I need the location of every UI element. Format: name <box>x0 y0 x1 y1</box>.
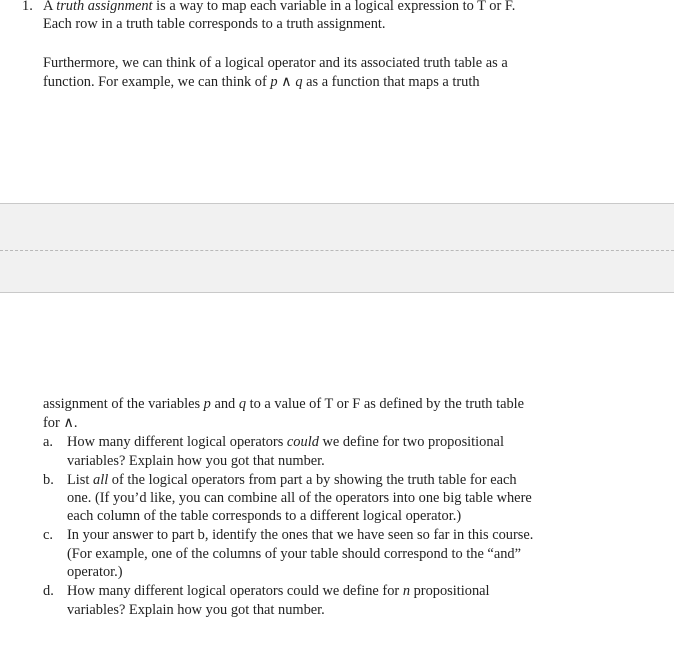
part-c-line-1: In your answer to part b, identify the ones that we have seen so far in this course. <box>67 527 534 543</box>
part-b-marker: b. <box>43 472 54 488</box>
part-d-line-1-post: propositional <box>410 583 490 599</box>
var-p: p <box>203 396 211 412</box>
part-a-line-1 <box>67 433 504 451</box>
part-b-line-1-post: of the logical operators from part a by showing the truth table for each <box>108 472 517 488</box>
part-d-line-1-pre: How many different logical operators could we define for <box>67 583 403 599</box>
q1-line-1-pre: A <box>43 0 57 14</box>
part-b-line-1 <box>67 471 517 489</box>
part-d-line-2: variables? Explain how you got that number. <box>67 602 325 618</box>
q1-cont-line-1-mid: and <box>210 396 239 412</box>
q1-para2-line-2 <box>43 73 480 91</box>
part-c-line-2: (For example, one of the columns of your table should correspond to the “and” <box>67 546 521 562</box>
q1-para2-line-1: Furthermore, we can think of a logical operator and its associated truth table as a <box>43 55 508 71</box>
q1-line-2: Each row in a truth table corresponds to a truth assignment. <box>43 16 386 32</box>
part-d-line-1 <box>67 582 490 600</box>
part-b-line-1-pre: List <box>67 472 93 488</box>
q1-line-1-post: is a way to map each variable in a logical expression to T or F. <box>152 0 516 14</box>
part-d-marker: d. <box>43 583 54 599</box>
page-break-dashed-line <box>0 250 674 251</box>
term-all: all <box>93 472 109 488</box>
term-truth-assignment: truth assignment <box>56 0 153 14</box>
q1-cont-line-1 <box>43 395 524 413</box>
q1-line-1 <box>43 0 515 15</box>
q1-para2-line-2-pre: function. For example, we can think of <box>43 74 271 90</box>
question-number: 1. <box>22 0 33 14</box>
part-c-marker: c. <box>43 527 53 543</box>
expr-p-and-q: p ∧ q <box>270 74 303 90</box>
part-b-line-2: one. (If you’d like, you can combine all of the operators into one big table where <box>67 490 532 506</box>
q1-cont-line-1-pre: assignment of the variables <box>43 396 204 412</box>
q1-cont-line-1-post: to a value of T or F as defined by the truth table <box>246 396 525 412</box>
part-b-line-3: each column of the table corresponds to a different logical operator.) <box>67 508 462 524</box>
var-q: q <box>238 396 247 412</box>
term-could: could <box>286 434 319 450</box>
page-break <box>0 203 674 293</box>
part-a-line-2: variables? Explain how you got that number. <box>67 453 325 469</box>
part-a-marker: a. <box>43 434 53 450</box>
part-c-line-3: operator.) <box>67 564 123 580</box>
part-a-line-1-post: we define for two propositional <box>318 434 504 450</box>
q1-para2-line-2-post: as a function that maps a truth <box>302 74 480 90</box>
q1-cont-line-2: for ∧. <box>43 415 78 431</box>
var-n: n <box>402 583 411 599</box>
part-a-line-1-pre: How many different logical operators <box>67 434 287 450</box>
